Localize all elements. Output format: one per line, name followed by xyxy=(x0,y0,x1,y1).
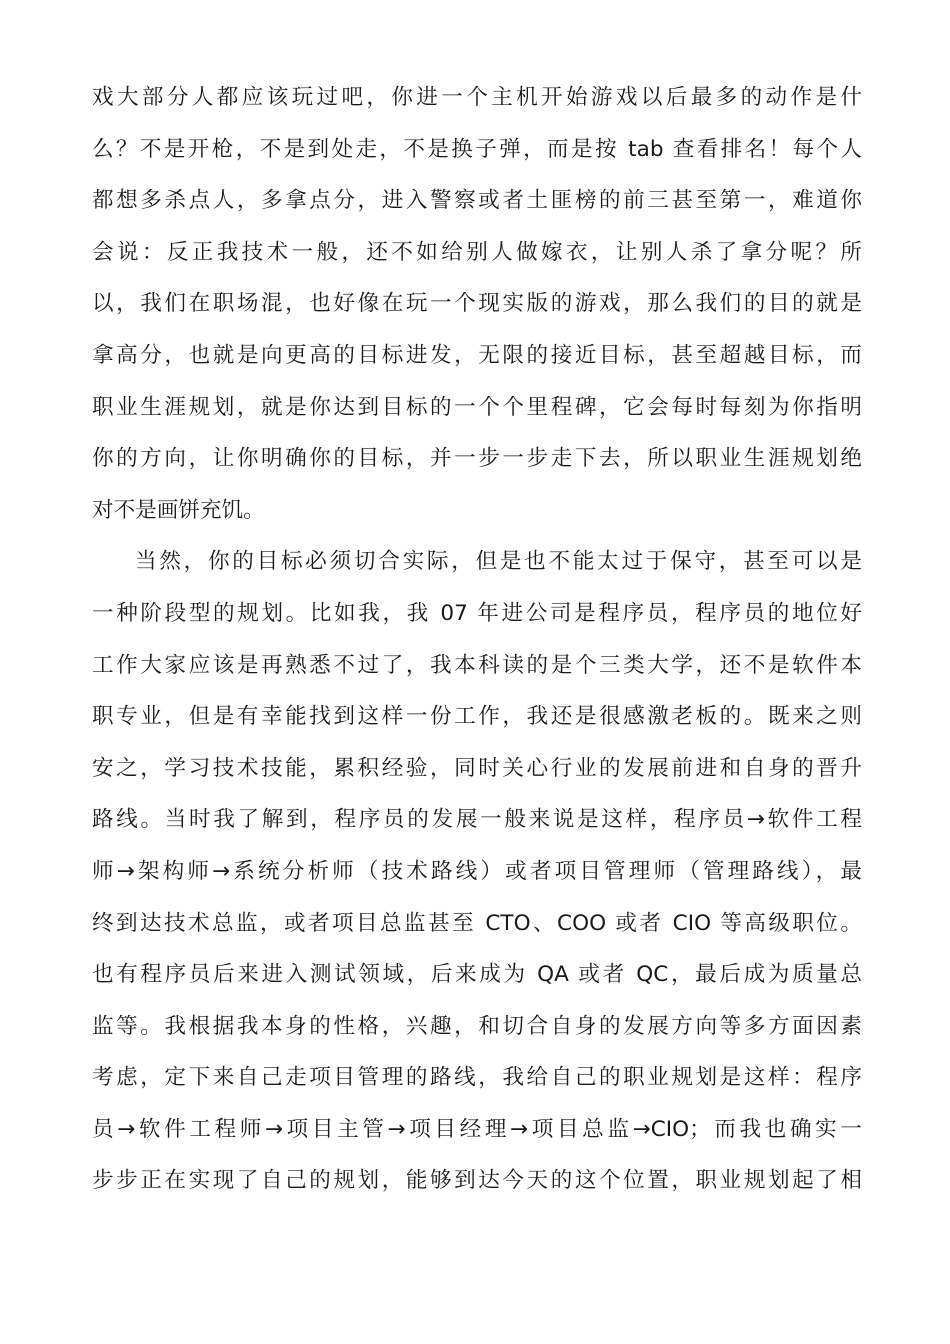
text-line: 你的方向，让你明确你的目标，并一步一步走下去，所以职业生涯规划绝 xyxy=(92,446,862,472)
text-line: 职业生涯规划，就是你达到目标的一个个里程碑，它会每时每刻为你指明 xyxy=(92,394,862,420)
text-line: 安之，学习技术技能，累积经验，同时关心行业的发展前进和自身的晋升 xyxy=(92,755,862,781)
text-line: 师→架构师→系统分析师（技术路线）或者项目管理师（管理路线），最 xyxy=(92,858,862,884)
text-line: 员→软件工程师→项目主管→项目经理→项目总监→CIO；而我也确实一 xyxy=(92,1116,862,1142)
text-line: 路线。当时我了解到，程序员的发展一般来说是这样，程序员→软件工程 xyxy=(92,807,862,833)
text-line: 终到达技术总监，或者项目总监甚至 CTO、COO 或者 CIO 等高级职位。 xyxy=(92,910,862,936)
text-line: 考虑，定下来自己走项目管理的路线，我给自己的职业规划是这样：程序 xyxy=(92,1065,862,1091)
document-body xyxy=(92,72,862,1207)
text-line: 监等。我根据我本身的性格，兴趣，和切合自身的发展方向等多方面因素 xyxy=(92,1013,862,1039)
text-line: 也有程序员后来进入测试领域，后来成为 QA 或者 QC，最后成为质量总 xyxy=(92,962,862,988)
text-line: 么？不是开枪，不是到处走，不是换子弹，而是按 tab 查看排名！每个人 xyxy=(92,136,862,162)
text-line: 拿高分，也就是向更高的目标进发，无限的接近目标，甚至超越目标，而 xyxy=(92,342,862,368)
paragraph-1 xyxy=(92,72,862,536)
text-line: 会说：反正我技术一般，还不如给别人做嫁衣，让别人杀了拿分呢？所 xyxy=(92,239,862,265)
text-line: 都想多杀点人，多拿点分，进入警察或者土匪榜的前三甚至第一，难道你 xyxy=(92,188,862,214)
paragraph-2 xyxy=(92,536,862,1207)
text-line: 步步正在实现了自己的规划，能够到达今天的这个位置，职业规划起了相 xyxy=(92,1168,862,1194)
text-line: 职专业，但是有幸能找到这样一份工作，我还是很感激老板的。既来之则 xyxy=(92,704,862,730)
text-line: 一种阶段型的规划。比如我，我 07 年进公司是程序员，程序员的地位好 xyxy=(92,600,862,626)
text-line: 对不是画饼充饥。 xyxy=(92,497,265,523)
text-line: 当然，你的目标必须切合实际，但是也不能太过于保守，甚至可以是 xyxy=(135,549,862,575)
text-line: 以，我们在职场混，也好像在玩一个现实版的游戏，那么我们的目的就是 xyxy=(92,291,862,317)
text-line: 戏大部分人都应该玩过吧，你进一个主机开始游戏以后最多的动作是什 xyxy=(92,85,862,110)
text-line: 工作大家应该是再熟悉不过了，我本科读的是个三类大学，还不是软件本 xyxy=(92,652,862,678)
